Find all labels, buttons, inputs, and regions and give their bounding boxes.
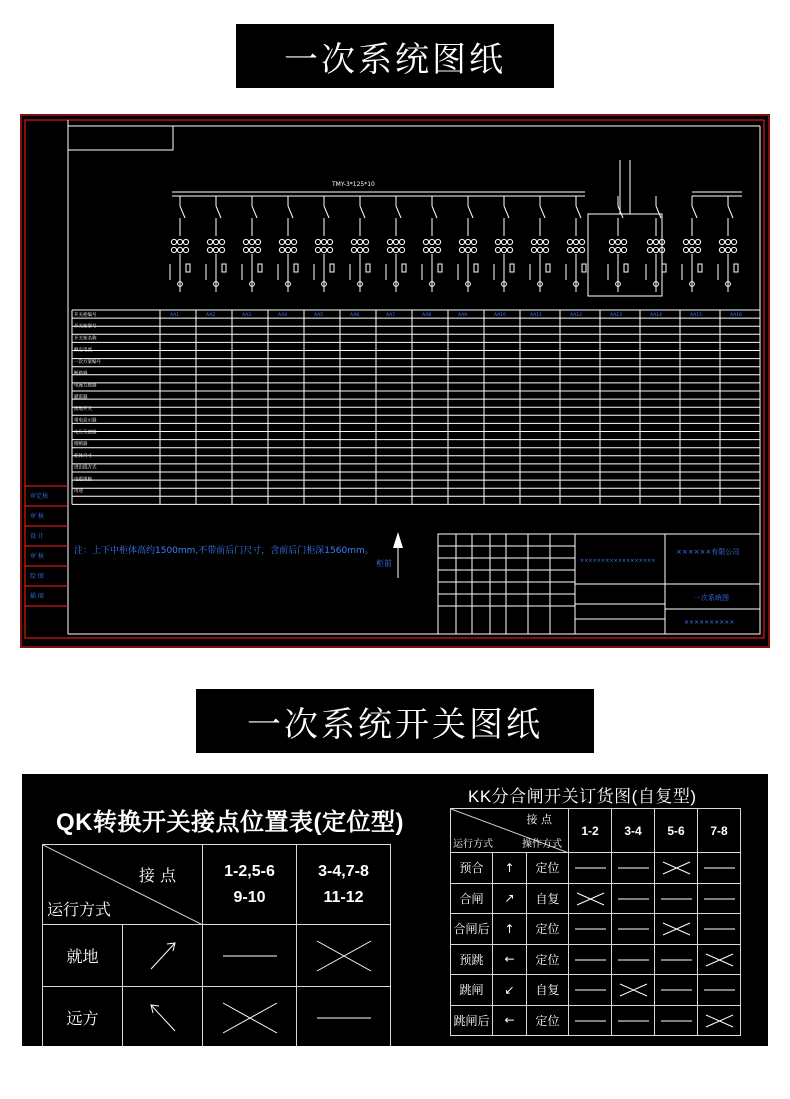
kk-contact-cross [655, 853, 698, 884]
spec-row-header: 电压互感器 [74, 430, 97, 436]
kk-mode-cell: 跳闸后 [451, 1005, 493, 1036]
kk-mode-cell: 预跳 [451, 944, 493, 975]
panel-id: AA15 [690, 313, 703, 318]
kk-op-cell: 定位 [527, 1005, 569, 1036]
panel-id: AA14 [650, 313, 663, 318]
qk-mode-label: 运行方式 [47, 900, 112, 919]
qk-contact-table [42, 844, 391, 1046]
single-line-diagram [20, 114, 770, 648]
kk-contact-cross [698, 1005, 741, 1036]
kk-contact-line [698, 914, 741, 945]
spec-row-header: 避雷器 [74, 395, 88, 401]
kk-mode-cell: 跳闸 [451, 975, 493, 1006]
section-banner-primary-system: 一次系统图纸 [236, 24, 554, 88]
kk-op-label: 操作方式 [522, 839, 562, 850]
qk-arrow-up-right-icon [123, 925, 203, 987]
front-arrow-icon [393, 532, 403, 548]
approval-label: 审 核 [30, 553, 44, 560]
panel-id: AA9 [458, 313, 468, 318]
kk-contact-line [612, 914, 655, 945]
kk-contact-line [698, 883, 741, 914]
approval-block [25, 486, 68, 626]
qk-row2-c2 [297, 987, 391, 1047]
kk-contact-cross [569, 883, 612, 914]
kk-contact-label: 接 点 [526, 813, 552, 826]
panel-id: AA8 [422, 313, 432, 318]
spec-row-header: 用途 [74, 489, 83, 495]
kk-contact-cross [612, 975, 655, 1006]
qk-row1-c2 [297, 925, 391, 987]
kk-col-header: 7-8 [698, 809, 741, 853]
panel-id: AA4 [278, 313, 288, 318]
feeder-circuit [530, 196, 550, 292]
feeder-circuit [494, 196, 514, 292]
panel-id: AA3 [242, 313, 252, 318]
feeder-group [170, 160, 738, 296]
drawing-note: 注：上下中柜体高约1500mm,不带前后门尺寸，含前后门柜深1560mm。 [74, 546, 374, 556]
kk-contact-line [612, 944, 655, 975]
kk-contact-line [612, 883, 655, 914]
kk-table-title: KK分合闸开关订货图(自复型) [468, 787, 697, 806]
kk-header-corner [451, 809, 569, 853]
approval-label: 审 核 [30, 513, 44, 520]
kk-op-cell: 定位 [527, 853, 569, 884]
feeder-circuit [386, 196, 406, 292]
kk-contact-line [569, 944, 612, 975]
kk-arrow-icon: ← [493, 1005, 527, 1036]
kk-contact-table [450, 808, 741, 1036]
spec-row-header: 开关柜名称 [74, 336, 97, 342]
panel-id: AA11 [530, 313, 543, 318]
feeder-circuit [682, 196, 702, 292]
feeder-circuit [566, 196, 586, 292]
spec-row-header: 开关柜型号 [74, 324, 97, 330]
spec-row-header: 开关柜编号 [74, 313, 97, 318]
primary-system-drawing [20, 114, 770, 648]
kk-contact-line [612, 853, 655, 884]
approval-label: 设 计 [30, 533, 44, 540]
kk-op-cell: 自复 [527, 975, 569, 1006]
approval-label: 描 图 [30, 593, 44, 600]
spec-row-header: 带电显示器 [74, 418, 97, 424]
qk-mode-remote: 远方 [43, 987, 123, 1047]
panel-id: AA7 [386, 313, 396, 318]
qk-col1-header: 1-2,5-6 9-10 [203, 845, 297, 925]
drawing-title: 一次系统图 [694, 594, 729, 602]
title-block [438, 534, 760, 634]
kk-mode-cell: 合闸后 [451, 914, 493, 945]
switch-contact-drawing [22, 774, 768, 1046]
top-left-title-box [68, 126, 173, 150]
feeder-circuit [350, 196, 370, 292]
feeder-circuit [314, 196, 334, 292]
panel-id: AA10 [494, 313, 507, 318]
kk-contact-line [655, 944, 698, 975]
spec-row-header: 柜体尺寸 [74, 453, 92, 459]
project-name: ×××××××××××××××××× [580, 558, 656, 564]
feeder-circuit [422, 196, 442, 292]
kk-contact-line [569, 1005, 612, 1036]
qk-header-corner [43, 845, 203, 925]
kk-op-cell: 定位 [527, 914, 569, 945]
approval-label: 绘 图 [30, 573, 44, 580]
kk-op-cell: 定位 [527, 944, 569, 975]
kk-contact-line [569, 975, 612, 1006]
kk-contact-line [698, 853, 741, 884]
kk-mode-cell: 合闸 [451, 883, 493, 914]
section-banner-switch-drawings: 一次系统开关图纸 [196, 689, 594, 753]
feeder-circuit [646, 196, 666, 292]
kk-contact-line [698, 975, 741, 1006]
kk-col-header: 5-6 [655, 809, 698, 853]
spec-row-header: 断路器 [74, 371, 88, 377]
feeder-circuit [206, 196, 226, 292]
kk-col-header: 3-4 [612, 809, 655, 853]
company-name: ××××××有限公司 [676, 548, 740, 556]
panel-id: AA1 [170, 313, 180, 318]
kk-arrow-icon: ← [493, 944, 527, 975]
feeder-circuit [458, 196, 478, 292]
qk-col2-header: 3-4,7-8 11-12 [297, 845, 391, 925]
outer-frame [21, 115, 769, 647]
front-label: 柜前 [376, 559, 392, 568]
kk-contact-line [655, 975, 698, 1006]
kk-contact-cross [698, 944, 741, 975]
spec-row-header: 熔断器 [74, 442, 88, 448]
kk-contact-line [612, 1005, 655, 1036]
feeder-circuit [242, 196, 262, 292]
kk-contact-line [569, 914, 612, 945]
panel-id: AA13 [610, 313, 623, 318]
panel-id: AA12 [570, 313, 583, 318]
kk-contact-line [655, 883, 698, 914]
kk-col-header: 1-2 [569, 809, 612, 853]
qk-mode-local: 就地 [43, 925, 123, 987]
approval-label: 审定核 [30, 493, 49, 500]
kk-contact-line [569, 853, 612, 884]
qk-arrow-up-left-icon [123, 987, 203, 1047]
kk-arrow-icon: ↗ [493, 883, 527, 914]
feeder-circuit [278, 196, 298, 292]
feeder-circuit [718, 196, 738, 292]
spec-row-header: 一次方案编号 [74, 359, 101, 365]
panel-id: AA2 [206, 313, 216, 318]
pt-cabinet-box [588, 214, 662, 296]
kk-arrow-icon: ↑ [493, 914, 527, 945]
panel-id: AA16 [730, 313, 743, 318]
kk-arrow-icon: ↑ [493, 853, 527, 884]
kk-contact-line [655, 1005, 698, 1036]
feeder-circuit [608, 196, 628, 292]
busbar-label: TMY-3*125*10 [332, 181, 375, 188]
spec-row-header: 额定电流 [74, 348, 92, 354]
kk-mode-label: 运行方式 [453, 839, 493, 850]
kk-op-cell: 自复 [527, 883, 569, 914]
spec-row-header: 电流互感器 [74, 383, 97, 389]
spec-row-header: 进出线方式 [74, 465, 97, 471]
panel-id: AA5 [314, 313, 324, 318]
kk-contact-cross [655, 914, 698, 945]
qk-table-title: QK转换开关接点位置表(定位型) [56, 809, 404, 836]
panel-id: AA6 [350, 313, 360, 318]
qk-row1-c1 [203, 925, 297, 987]
qk-row2-c1 [203, 987, 297, 1047]
equipment-spec-table [72, 310, 760, 504]
kk-arrow-icon: ↙ [493, 975, 527, 1006]
kk-mode-cell: 预合 [451, 853, 493, 884]
drawing-number: ×××××××××× [684, 619, 735, 626]
spec-row-header: 接地开关 [74, 406, 92, 412]
spec-row-header: 电缆规格 [74, 477, 92, 483]
feeder-circuit [170, 196, 190, 292]
qk-contact-label: 接 点 [138, 866, 176, 885]
